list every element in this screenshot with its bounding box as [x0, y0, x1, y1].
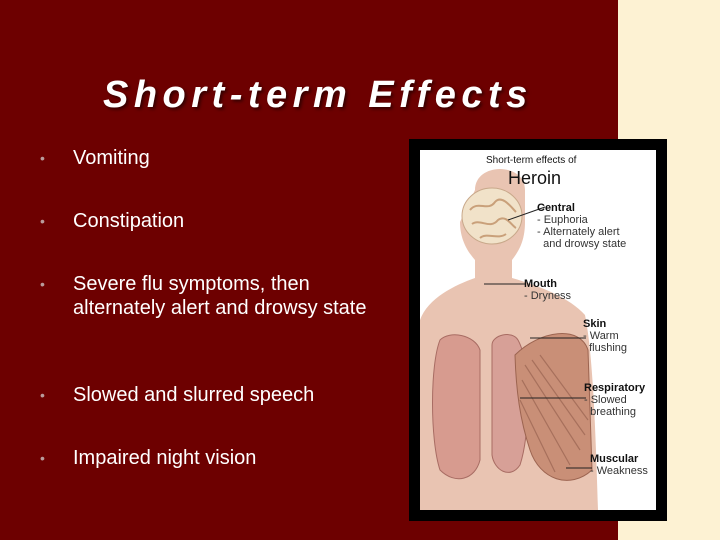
figure-caption-big: Heroin: [508, 168, 562, 188]
bullet-text: Severe flu symptoms, then alternately alert and drowsy state: [73, 273, 367, 319]
label-line: and drowsy state: [537, 238, 627, 250]
label-muscular: [590, 453, 648, 477]
label-line: - Dryness: [524, 290, 572, 302]
label-line: - Alternately alert: [537, 226, 620, 238]
label-respiratory: [584, 382, 645, 418]
label-line: - Warm: [583, 330, 619, 342]
bullet-dot: •: [40, 276, 45, 292]
bullet-item: [40, 383, 380, 407]
label-mouth: [524, 278, 571, 302]
label-heading: Muscular: [590, 453, 639, 465]
bullet-dot: •: [40, 450, 45, 466]
label-heading: Respiratory: [584, 382, 646, 394]
bullet-text: Slowed and slurred speech: [73, 384, 315, 406]
bullet-text: Vomiting: [73, 147, 150, 169]
bullet-item: [40, 146, 380, 170]
figure-caption-small: Short-term effects of: [486, 155, 577, 166]
bullet-dot: •: [40, 387, 45, 403]
bullet-text: Constipation: [73, 210, 185, 232]
label-heading: Mouth: [524, 278, 557, 290]
slide-title: Short-term Effects: [103, 74, 533, 116]
bullet-item: [40, 209, 380, 233]
bullet-text: Impaired night vision: [73, 447, 257, 469]
label-skin: [583, 318, 627, 354]
bullet-dot: •: [40, 213, 45, 229]
figure-panel: [420, 150, 656, 510]
left-lung: [433, 335, 481, 479]
label-line: breathing: [584, 406, 636, 418]
label-central: [537, 202, 626, 250]
label-line: - Slowed: [584, 394, 627, 406]
label-line: flushing: [583, 342, 628, 354]
heroin-effects-figure: [409, 139, 667, 521]
bullet-dot: •: [40, 150, 45, 166]
label-line: - Euphoria: [537, 214, 588, 226]
label-heading: Skin: [583, 318, 607, 330]
label-heading: Central: [537, 202, 575, 214]
label-line: - Weakness: [590, 465, 648, 477]
bullet-item: [40, 272, 380, 320]
bullet-item: [40, 446, 380, 470]
